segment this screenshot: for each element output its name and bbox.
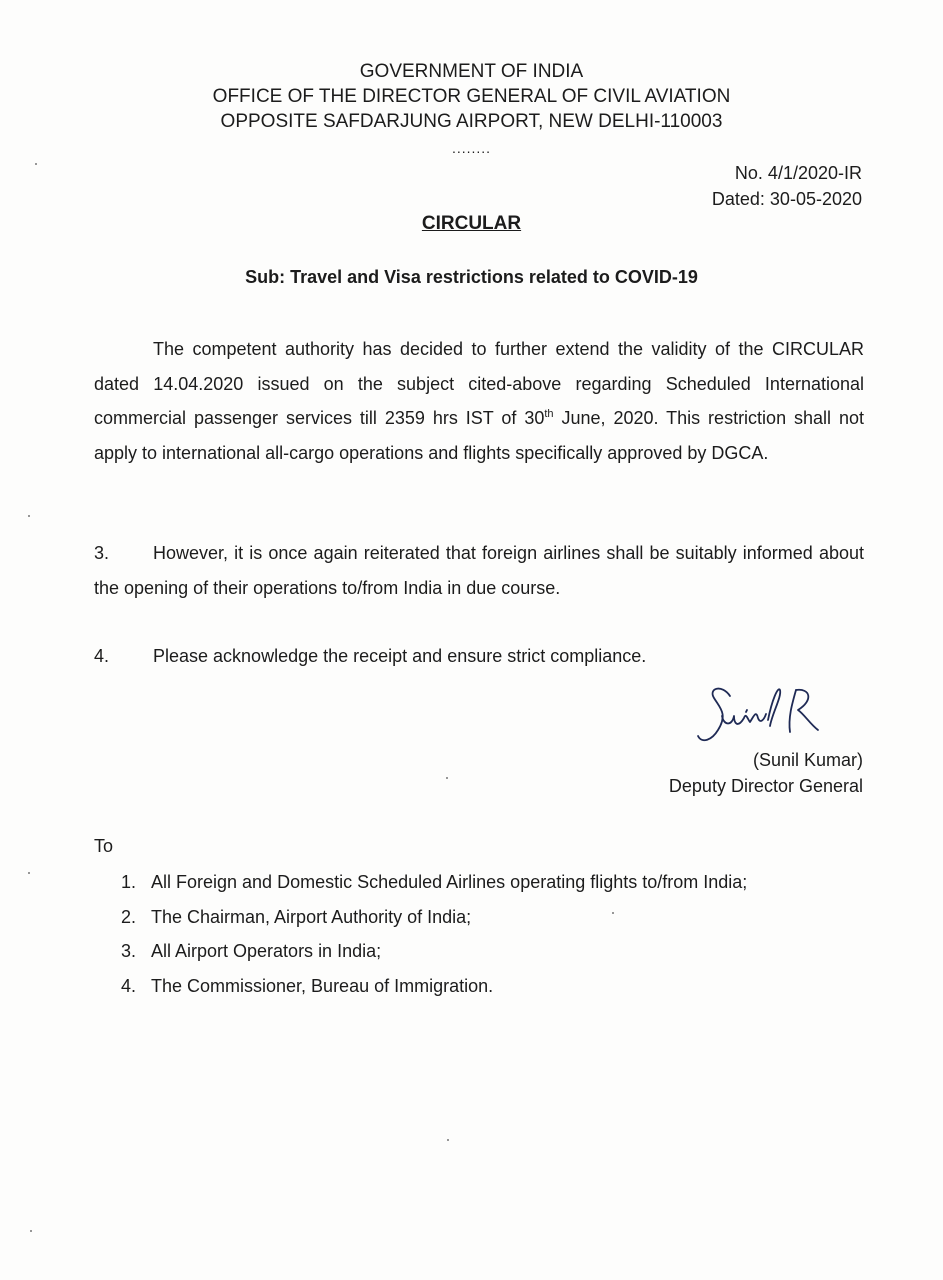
recipient-item: 1. All Foreign and Domestic Scheduled Airlines operating flights to/from India; — [121, 872, 748, 892]
subject-line: Sub: Travel and Visa restrictions related to COVID-19 — [245, 267, 698, 287]
scan-speck — [35, 163, 37, 165]
scan-speck — [28, 515, 30, 517]
recipients-list — [121, 865, 747, 1003]
signatory-name: (Sunil Kumar) — [752, 750, 863, 770]
paragraph-1-text-b: June, 2020. This restriction shall not apply to international all-cargo operations and flights specifically approved by DGCA. — [94, 408, 864, 463]
paragraph-4-text: Please acknowledge the receipt and ensure strict compliance. — [153, 646, 647, 666]
paragraph-4 — [94, 639, 864, 674]
scan-speck — [446, 777, 448, 779]
reference-number: No. 4/1/2020-IR — [734, 163, 862, 183]
ordinal-suffix: th — [544, 408, 554, 420]
reference-date: Dated: 30-05-2020 — [711, 189, 862, 209]
handwritten-signature — [692, 680, 822, 756]
paragraph-4-number: 4. — [94, 646, 110, 666]
paragraph-1-text-a: The competent authority has decided to further extend the validity of the CIRCULAR dated 14.04.2020 issued on the subject cited-above regarding Scheduled International commercial passenger services till 2359 hrs IST of 30 — [94, 339, 864, 428]
paragraph-3-number: 3. — [94, 543, 110, 563]
header-line-government: GOVERNMENT OF INDIA — [359, 61, 584, 82]
recipient-item: 3. All Airport Operators in India; — [121, 941, 382, 961]
document-title: CIRCULAR — [421, 213, 522, 234]
scan-speck — [612, 912, 614, 914]
paragraph-3-text: However, it is once again reiterated that foreign airlines shall be suitably informed about the opening of their operations to/from India in due course. — [94, 543, 864, 598]
scan-speck — [30, 1230, 32, 1232]
paragraph-1 — [94, 332, 864, 470]
header-separator: ........ — [451, 140, 492, 156]
paragraph-3 — [94, 536, 864, 605]
scan-speck — [28, 872, 30, 874]
signatory-designation: Deputy Director General — [668, 776, 863, 796]
recipient-item: 2. The Chairman, Airport Authority of India; — [121, 906, 472, 927]
recipient-item: 4. The Commissioner, Bureau of Immigration. — [121, 975, 494, 996]
header-line-address: OPPOSITE SAFDARJUNG AIRPORT, NEW DELHI-110003 — [220, 111, 723, 132]
recipients-to-label: To — [94, 836, 114, 856]
scan-speck — [447, 1139, 449, 1141]
header-line-office: OFFICE OF THE DIRECTOR GENERAL OF CIVIL AVIATION — [212, 86, 731, 107]
